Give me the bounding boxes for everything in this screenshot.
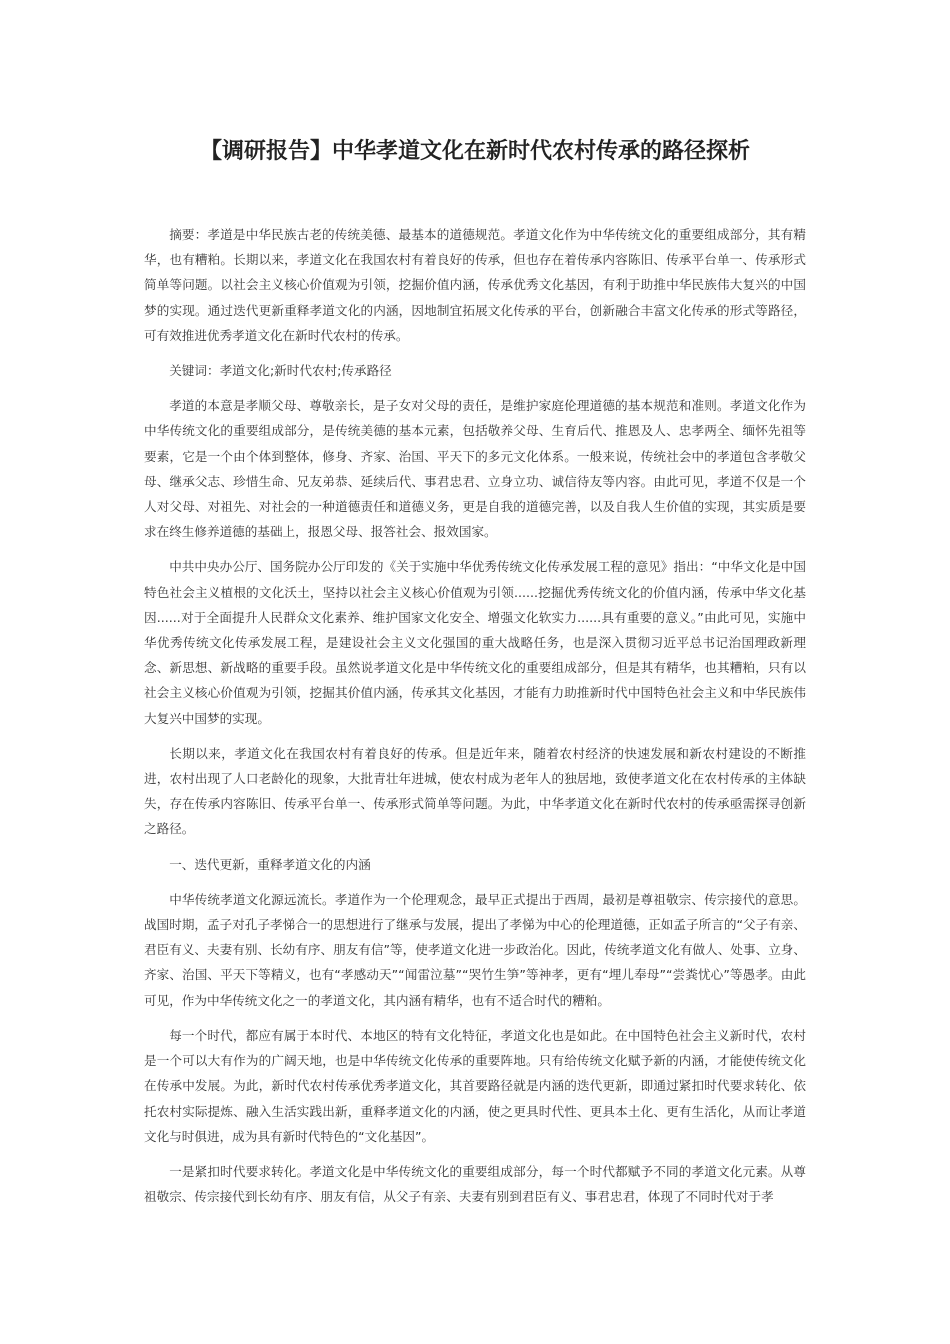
body-paragraph: 中共中央办公厅、国务院办公厅印发的《关于实施中华优秀传统文化传承发展工程的意见》指出：“中华文化是中国特色社会主义植根的文化沃土，坚持以社会主义核心价值观为引领......挖掘优秀传统文化的价值内涵，传承中华文化基因......对于全面提升人民群众文化素养、维护国家文化安全、增强文化软实力......具有重要的意义。”由此可见，实施中华优秀传统文化传承发展工程，是建设社会主义文化强国的重大战略任务，也是深入贯彻习近平总书记治国理政新理念、新思想、新战略的重要手段。虽然说孝道文化是中华传统文化的重要组成部分，但是其有精华，也其糟粕，只有以社会主义核心价值观为引领，挖掘其价值内涵，传承其文化基因，才能有力助推新时代中国特色社会主义和中华民族伟大复兴中国梦的实现。 — [144, 559, 806, 726]
body-paragraph: 长期以来，孝道文化在我国农村有着良好的传承。但是近年来，随着农村经济的快速发展和新农村建设的不断推进，农村出现了人口老龄化的现象，大批青壮年进城，使农村成为老年人的独居地，致使孝道文化在农村传承的主体缺失，存在传承内容陈旧、传承平台单一、传承形式简单等问题。为此，中华孝道文化在新时代农村的传承亟需探寻创新之路径。 — [144, 745, 806, 837]
document-title: 【调研报告】中华孝道文化在新时代农村传承的路径探析 — [199, 139, 750, 164]
body-paragraph: 每一个时代，都应有属于本时代、本地区的特有文化特征，孝道文化也是如此。在中国特色社会主义新时代，农村是一个可以大有作为的广阔天地，也是中华传统文化传承的重要阵地。只有给传统文化赋予新的内涵，才能使传统文化在传承中发展。为此，新时代农村传承优秀孝道文化，其首要路径就是内涵的迭代更新，即通过紧扣时代要求转化、依托农村实际提炼、融入生活实践出新，重释孝道文化的内涵，使之更具时代性、更具本土化、更有生活化，从而让孝道文化与时俱进，成为具有新时代特色的“文化基因”。 — [144, 1027, 806, 1144]
body-paragraph: 中华传统孝道文化源远流长。孝道作为一个伦理观念，最早正式提出于西周，最初是尊祖敬宗、传宗接代的意思。战国时期，孟子对孔子孝悌合一的思想进行了继承与发展，提出了孝悌为中心的伦理道德，正如孟子所言的“父子有亲、君臣有义、夫妻有别、长幼有序、朋友有信”等，使孝道文化进一步政治化。因此，传统孝道文化有做人、处事、立身、齐家、治国、平天下等精义，也有“孝感动天”“闻雷泣墓”“哭竹生笋”等神孝，更有“埋儿奉母”“尝粪忧心”等愚孝。由此可见，作为中华传统文化之一的孝道文化，其内涵有精华，也有不适合时代的糟粕。 — [144, 891, 806, 1008]
body-paragraph: 孝道的本意是孝顺父母、尊敬亲长，是子女对父母的责任，是维护家庭伦理道德的基本规范和准则。孝道文化作为中华传统文化的重要组成部分，是传统美德的基本元素，包括敬养父母、生育后代、推恩及人、忠孝两全、缅怀先祖等要素，它是一个由个体到整体，修身、齐家、治国、平天下的多元文化体系。一般来说，传统社会中的孝道包含孝敬父母、继承父志、珍惜生命、兄友弟恭、延续后代、事君忠君、立身立功、诚信待友等内容。由此可见，孝道不仅是一个人对父母、对祖先、对社会的一种道德责任和道德义务，更是自我的道德完善，以及自我人生价值的实现，其实质是要求在终生修养道德的基础上，报恩父母、报答社会、报效国家。 — [144, 398, 806, 540]
keywords-paragraph: 关键词：孝道文化;新时代农村;传承路径 — [169, 363, 392, 379]
document-body — [144, 222, 806, 1219]
section-heading: 一、迭代更新，重释孝道文化的内涵 — [169, 856, 371, 872]
abstract-paragraph: 摘要：孝道是中华民族古老的传统美德、最基本的道德规范。孝道文化作为中华传统文化的重要组成部分，其有精华，也有糟粕。长期以来，孝道文化在我国农村有着良好的传承，但也存在着传承内容陈旧、传承平台单一、传承形式简单等问题。以社会主义核心价值观为引领，挖掘价值内涵，传承优秀文化基因，有利于助推中华民族伟大复兴的中国梦的实现。通过迭代更新重释孝道文化的内涵，因地制宜拓展文化传承的平台，创新融合丰富文化传承的形式等路径，可有效推进优秀孝道文化在新时代农村的传承。 — [144, 227, 806, 343]
body-paragraph: 一是紧扣时代要求转化。孝道文化是中华传统文化的重要组成部分，每一个时代都赋予不同的孝道文化元素。从尊祖敬宗、传宗接代到长幼有序、朋友有信，从父子有亲、夫妻有别到君臣有义、事君忠君，体现了不同时代对于孝 — [144, 1163, 806, 1205]
